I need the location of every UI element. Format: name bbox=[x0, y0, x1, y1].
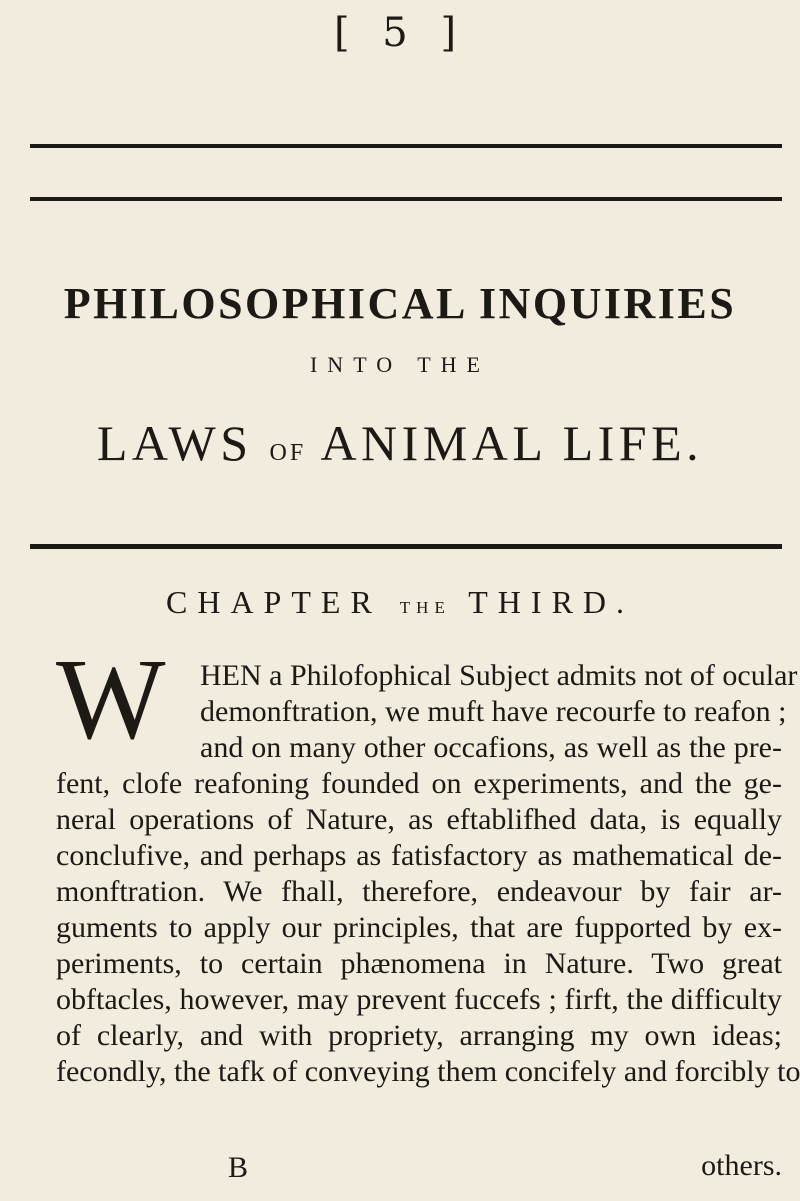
into-the-subtitle: INTO THE bbox=[309, 352, 490, 377]
section-rule bbox=[30, 544, 782, 549]
catchword: others. bbox=[701, 1149, 782, 1182]
chapter-third: THIRD. bbox=[468, 584, 635, 620]
text-line: neral operations of Nature, as eftablifhed data, is equally bbox=[56, 803, 782, 836]
text-line: obftacles, however, may prevent fuccefs ; firft, the difficulty bbox=[56, 983, 782, 1016]
signature-mark: B bbox=[228, 1151, 249, 1184]
text-line: monftration. We fhall, therefore, endeavour by fair ar- bbox=[56, 875, 782, 908]
page-number: [ 5 ] bbox=[333, 10, 467, 56]
chapter-heading bbox=[0, 584, 800, 621]
text-line: HEN a Philofophical Subject admits not of ocular bbox=[200, 659, 798, 692]
chapter-the: THE bbox=[399, 598, 451, 617]
text-line: and on many other occafions, as well as the pre- bbox=[200, 731, 782, 764]
text-line: of clearly, and with propriety, arranging my own ideas; bbox=[56, 1019, 782, 1052]
top-rule bbox=[30, 144, 782, 148]
subtitle-of: OF bbox=[269, 440, 307, 466]
subtitle-animal-life: ANIMAL LIFE. bbox=[320, 415, 704, 471]
ornament-rule bbox=[30, 197, 782, 201]
subtitle-laws: LAWS bbox=[96, 415, 253, 471]
text-line: conclufive, and perhaps as fatisfactory as mathematical de- bbox=[56, 839, 782, 872]
text-line: periments, to certain phænomena in Nature. Two great bbox=[56, 947, 782, 980]
text-line: guments to apply our principles, that are fupported by ex- bbox=[56, 911, 782, 944]
subtitle bbox=[0, 414, 800, 472]
text-line: fecondly, the tafk of conveying them concifely and forcibly to bbox=[56, 1055, 800, 1088]
main-title: PHILOSOPHICAL INQUIRIES bbox=[63, 279, 737, 328]
text-line: demonftration, we muft have recourfe to reafon ; bbox=[200, 695, 787, 728]
chapter-word: CHAPTER bbox=[165, 584, 382, 620]
text-line: fent, clofe reafoning founded on experiments, and the ge- bbox=[56, 767, 782, 800]
drop-cap: W bbox=[56, 636, 166, 764]
